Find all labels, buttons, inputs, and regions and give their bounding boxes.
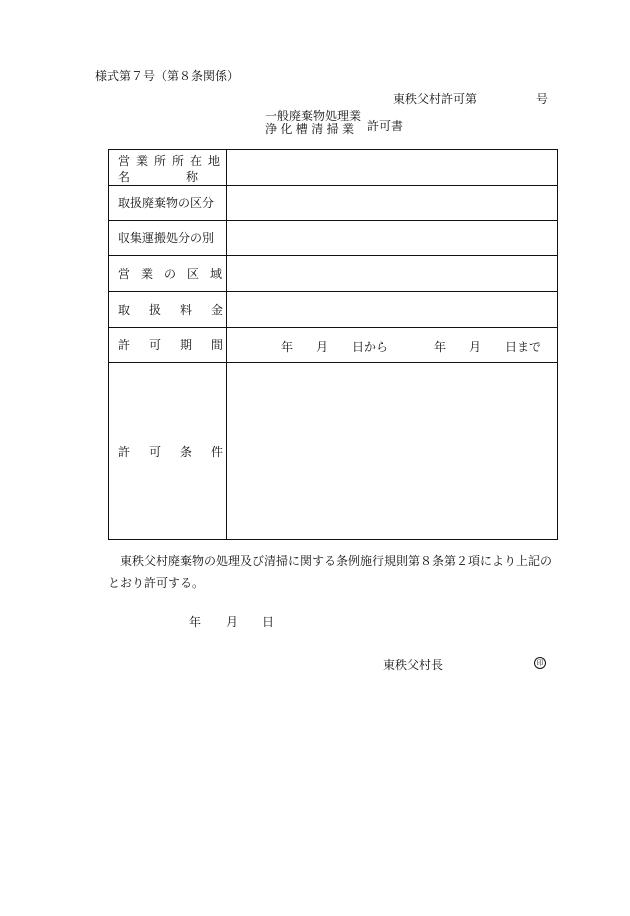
period-start-month: 月 bbox=[316, 340, 329, 354]
row-divider bbox=[109, 220, 557, 221]
office-address-label: 営業所所在地 bbox=[118, 154, 227, 168]
row-divider bbox=[109, 327, 557, 328]
period-start-year: 年 bbox=[281, 340, 294, 354]
business-types bbox=[265, 110, 361, 136]
permit-conditions-label: 許可条件 bbox=[118, 445, 243, 459]
row-divider bbox=[109, 291, 557, 292]
permit-basis-text: 東秩父村廃棄物の処理及び清掃に関する条例施行規則第８条第２項により上記のとおり許可する。 bbox=[108, 554, 553, 590]
office-name-label: 名称 bbox=[118, 170, 255, 184]
period-end-day: 日まで bbox=[505, 340, 542, 354]
business-area-label: 営業の区域 bbox=[118, 267, 234, 281]
permit-table bbox=[108, 149, 558, 540]
form-number: 様式第７号（第８条関係） bbox=[95, 69, 240, 83]
collection-type-label: 収集運搬処分の別 bbox=[118, 231, 215, 245]
document-title: 許可書 bbox=[367, 119, 404, 133]
waste-category-label: 取扱廃棄物の区分 bbox=[118, 196, 215, 210]
issue-date-month: 月 bbox=[226, 615, 239, 629]
business-type-septic: 浄化槽清掃業 bbox=[265, 122, 358, 136]
row-divider bbox=[109, 255, 557, 256]
period-end-year: 年 bbox=[434, 340, 447, 354]
permit-period-label: 許可期間 bbox=[118, 338, 243, 352]
fee-label: 取扱料金 bbox=[118, 303, 243, 317]
period-start-day: 日から bbox=[352, 340, 389, 354]
row-divider bbox=[109, 362, 557, 363]
business-type-waste: 一般廃棄物処理業 bbox=[265, 109, 362, 123]
permit-number-label: 東秩父村許可第 bbox=[393, 92, 478, 106]
permit-number-suffix: 号 bbox=[536, 92, 549, 106]
issuer-name: 東秩父村長 bbox=[383, 658, 444, 672]
issue-date-year: 年 bbox=[189, 615, 202, 629]
row-divider bbox=[109, 185, 557, 186]
issue-date-day: 日 bbox=[262, 615, 275, 629]
seal-mark: 印 bbox=[534, 657, 546, 669]
period-end-month: 月 bbox=[469, 340, 482, 354]
